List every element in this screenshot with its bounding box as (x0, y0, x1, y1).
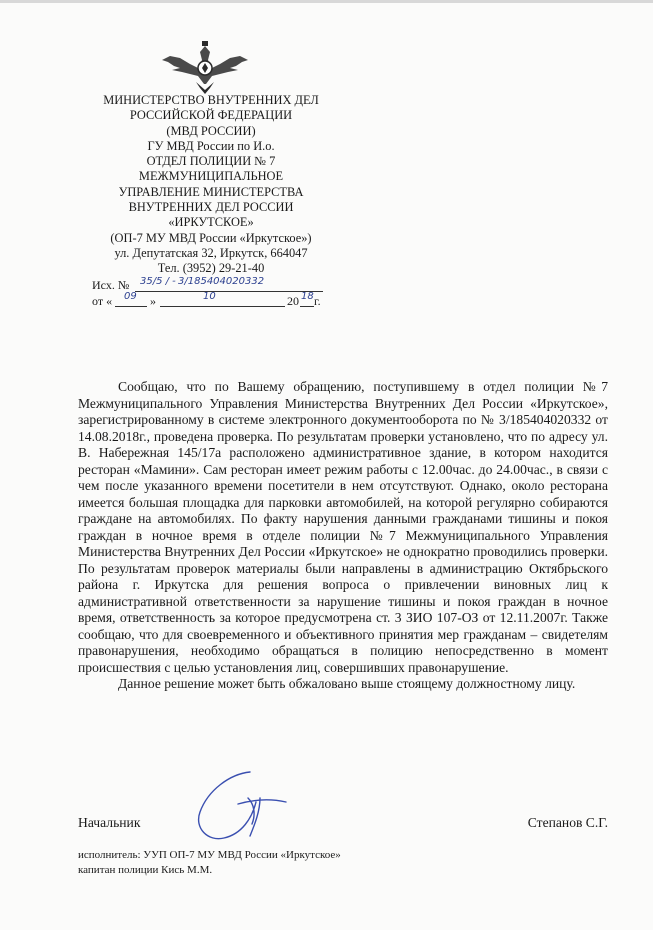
body-paragraph-main: Сообщаю, что по Вашему обращению, поступившему в отдел полиции №7 Межмуниципального Управления Министерства Внутренних Дел России «Иркутское», зарегистрированному в системе электронного документооборота по № 3/185404020332 от 14.08.2018г., проведена проверка. По результатам проверки установлено, что по адресу ул. В. Набережная 145/17а расположено административное здание, в котором находится ресторан «Мамини». Сам ресторан имеет режим работы с 12.00час. до 24.00час., в связи с чем после указанного времени посетители в нем отсутствуют. Однако, около ресторана имеется большая площадка для парковки автомобилей, на которой регулярно собираются граждане на автомобилях. По факту нарушения данными гражданами тишины и покоя граждан в ночное время в отделе полиции №7 Межмуниципального Управления Министерства Внутренних Дел России «Иркутское» не однократно проводились проверки. По результатам проверок материалы были направлены в администрацию Октябрьского района г. Иркутска для решения вопроса о привлечении виновных лиц к административной ответственности за нарушение тишины и покоя граждан в ночное время, ответственность за которое предусмотрена ст. 3 ЗИО 107-ОЗ от 12.11.2007г. Также сообщаю, что для своевременного и объективного принятия мер гражданам – свидетелям правонарушения, необходимо обращаться в полицию непосредственно в момент происшествия с целью установления лиц, совершивших правонарушение. (78, 379, 608, 675)
letterhead-line: УПРАВЛЕНИЕ МИНИСТЕРСТВА (118, 184, 304, 199)
month-underline (160, 306, 285, 307)
letterhead-line: ВНУТРЕННИХ ДЕЛ РОССИИ (128, 200, 294, 215)
letterhead-line: МИНИСТЕРСТВО ВНУТРЕННИХ ДЕЛ (103, 93, 319, 107)
letterhead-line: ГУ МВД России по И.о. (147, 138, 275, 153)
letterhead-line: (ОП-7 МУ МВД России «Иркутское») (110, 230, 312, 245)
letter-body (78, 379, 608, 693)
executor-line: исполнитель: УУП ОП-7 МУ МВД России «Иркутское» (78, 849, 341, 861)
handwritten-number-suffix: 3/185404020332 (178, 276, 265, 287)
executor-block (78, 848, 341, 878)
letterhead (80, 93, 342, 277)
handwritten-signature (190, 768, 300, 848)
handwritten-year: 18 (301, 291, 314, 302)
handwritten-day: 09 (124, 291, 137, 302)
executor-line: капитан полиции Кись М.М. (78, 864, 213, 876)
scan-edge (0, 0, 653, 3)
letterhead-line: МЕЖМУНИЦИПАЛЬНОЕ (138, 169, 284, 184)
date-line (92, 294, 112, 309)
day-underline (115, 306, 147, 307)
double-headed-eagle-emblem-icon (160, 38, 250, 98)
letterhead-line: РОССИЙСКОЙ ФЕДЕРАЦИИ (129, 108, 293, 123)
letterhead-line: «ИРКУТСКОЕ» (168, 215, 254, 230)
letterhead-line: Тел. (3952) 29-21-40 (157, 261, 265, 276)
year-suffix: г. (314, 294, 321, 308)
handwritten-month: 10 (203, 291, 216, 302)
letterhead-line: ОТДЕЛ ПОЛИЦИИ № 7 (146, 154, 276, 169)
date-label: от « (92, 294, 113, 308)
handwritten-number-prefix: 35/5 / - (140, 276, 176, 287)
number-underline (135, 291, 323, 292)
body-paragraph-appeal: Данное решение может быть обжаловано выше стоящему должностному лицу. (118, 676, 576, 691)
letterhead-line: (МВД РОССИИ) (166, 123, 256, 138)
letterhead-line: ул. Депутатская 32, Иркутск, 664047 (114, 245, 308, 260)
year-underline (300, 306, 314, 307)
year-prefix: 20 (287, 294, 299, 308)
signatory-position: Начальник (78, 815, 141, 830)
outgoing-number-label: Исх. № (92, 278, 130, 292)
signatory-name: Степанов С.Г. (527, 815, 608, 830)
date-close-quote: » (150, 294, 156, 308)
